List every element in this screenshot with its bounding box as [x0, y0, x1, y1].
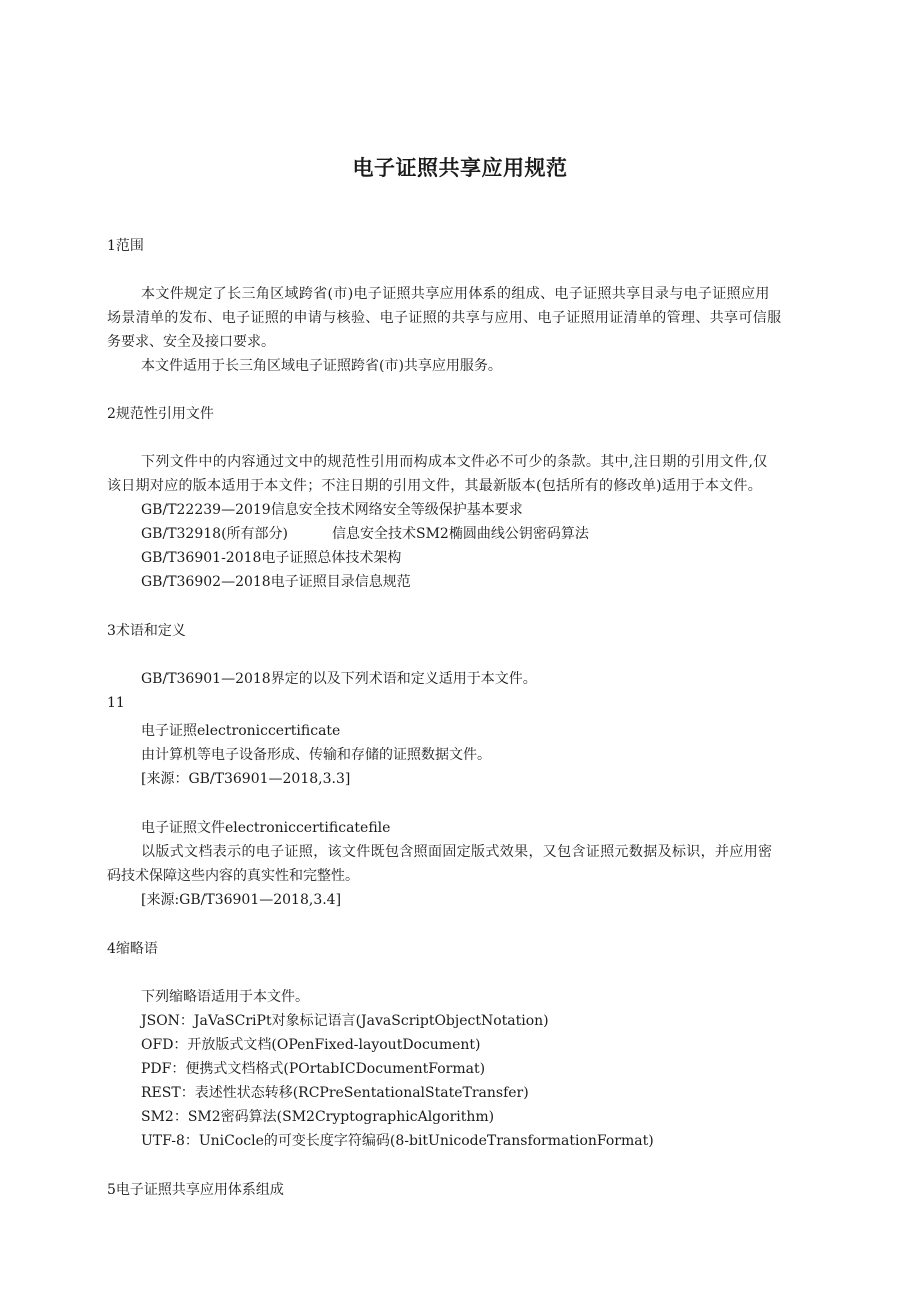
term-number: 11	[107, 695, 125, 711]
section-heading-scope: 1范围	[107, 238, 144, 254]
reference-title: 信息安全技术SM2椭圆曲线公钥密码算法	[332, 526, 589, 542]
paragraph-line: GB/T36901—2018界定的以及下列术语和定义适用于本文件。	[141, 671, 537, 687]
paragraph-line: 下列文件中的内容通过文中的规范性引用而构成本文件必不可少的条款。其中,注日期的引用文件,仅	[141, 454, 768, 470]
term-definition: 码技术保障这些内容的真实性和完整性。	[107, 868, 359, 884]
abbreviation-item: JSON：JaVaSCriPt对象标记语言(JavaScriptObjectNotation)	[141, 1013, 549, 1029]
term-name: 电子证照文件electroniccertificatefile	[141, 820, 391, 836]
term-source: [来源：GB/T36901—2018,3.3]	[141, 771, 351, 787]
section-heading-system-composition: 5电子证照共享应用体系组成	[107, 1182, 284, 1198]
reference-item: GB/T36902—2018电子证照目录信息规范	[141, 574, 411, 590]
term-source: [来源:GB/T36901—2018,3.4]	[141, 892, 342, 908]
paragraph-line: 本文件规定了长三角区域跨省(市)电子证照共享应用体系的组成、电子证照共享目录与电子证照应用	[141, 286, 770, 302]
section-heading-abbreviations: 4缩略语	[107, 941, 158, 957]
paragraph-line: 下列缩略语适用于本文件。	[141, 989, 309, 1005]
paragraph-line: 场景清单的发布、电子证照的申请与核验、电子证照的共享与应用、电子证照用证清单的管理、共享可信服	[107, 310, 782, 326]
abbreviation-item: REST：表述性状态转移(RCPreSentationalStateTransfer)	[141, 1085, 529, 1101]
paragraph-line: 该日期对应的版本适用于本文件；不注日期的引用文件，其最新版本(包括所有的修改单)适用于本文件。	[107, 478, 763, 494]
reference-item	[141, 525, 589, 543]
term-definition: 由计算机等电子设备形成、传输和存储的证照数据文件。	[141, 747, 491, 763]
term-definition: 以版式文档表示的电子证照，该文件既包含照面固定版式效果，又包含证照元数据及标识，并应用密	[141, 844, 773, 860]
abbreviation-item: PDF：便携式文档格式(POrtabICDocumentFormat)	[141, 1061, 486, 1077]
term-name: 电子证照electroniccertificate	[141, 723, 341, 739]
section-heading-normative-references: 2规范性引用文件	[107, 406, 214, 422]
page-title: 电子证照共享应用规范	[352, 156, 568, 180]
reference-code: GB/T32918(所有部分)	[141, 526, 288, 542]
abbreviation-item: OFD：开放版式文档(OPenFixed-layoutDocument)	[141, 1037, 481, 1053]
paragraph-line: 务要求、安全及接口要求。	[107, 334, 275, 350]
section-heading-terms-definitions: 3术语和定义	[107, 623, 186, 639]
abbreviation-item: SM2：SM2密码算法(SM2CryptographicAlgorithm)	[141, 1109, 495, 1125]
reference-item: GB/T22239—2019信息安全技术网络安全等级保护基本要求	[141, 502, 523, 518]
abbreviation-item: UTF-8：UniCocle的可变长度字符编码(8-bitUnicodeTransformationFormat)	[141, 1133, 654, 1149]
paragraph-line: 本文件适用于长三角区域电子证照跨省(市)共享应用服务。	[141, 358, 502, 374]
reference-item: GB/T36901-2018电子证照总体技术架构	[141, 550, 402, 566]
